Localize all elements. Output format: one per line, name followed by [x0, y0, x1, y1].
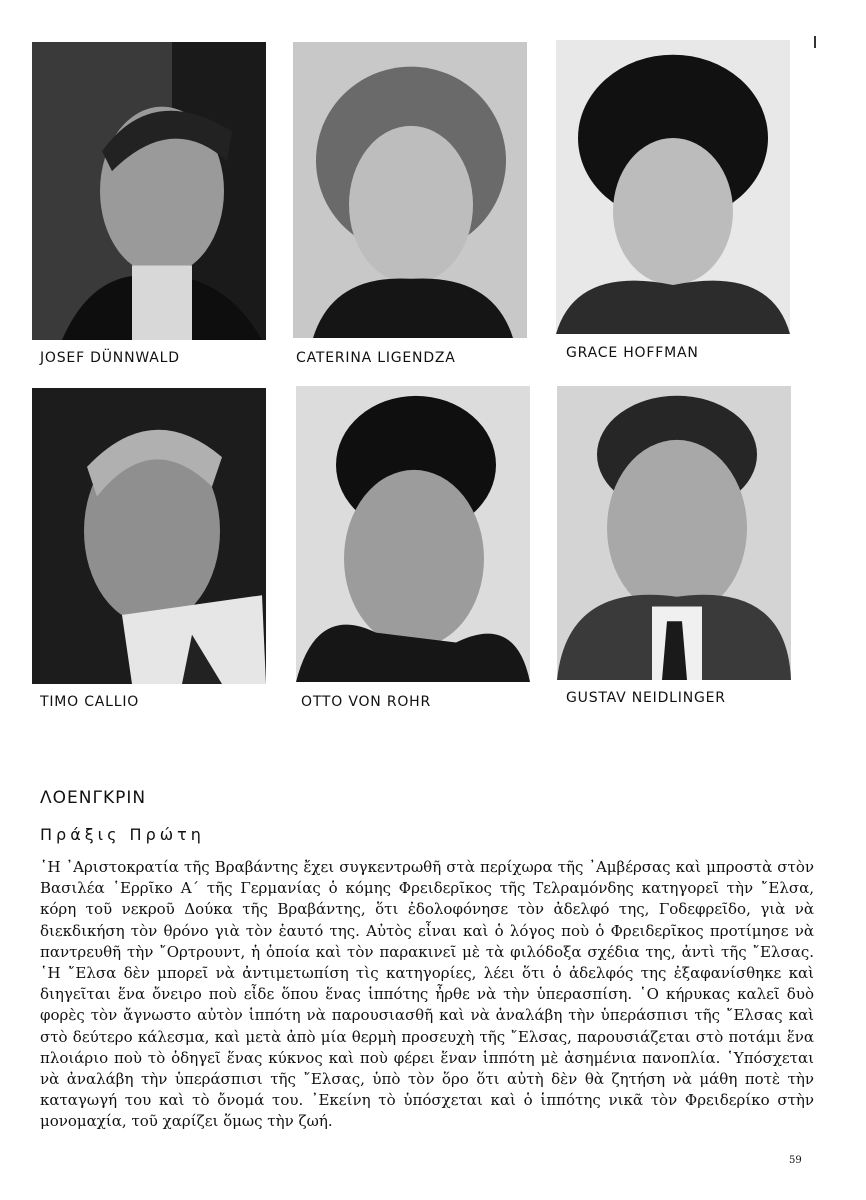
portrait-photo-icon — [556, 40, 790, 334]
portrait-photo-gustav-neidlinger — [557, 386, 791, 680]
portrait-photo-timo-callio — [32, 388, 266, 684]
act-title: Πράξις Πρώτη — [40, 825, 205, 844]
portrait-caption: TIMO CALLIO — [40, 694, 140, 710]
portrait-caption: JOSEF DÜNNWALD — [40, 350, 180, 366]
portrait-photo-otto-von-rohr — [296, 386, 530, 682]
opera-title: ΛΟΕΝΓΚΡΙΝ — [40, 788, 147, 808]
corner-mark — [814, 36, 816, 48]
portrait-photo-josef-dunnwald — [32, 42, 266, 340]
portrait-photo-icon — [296, 386, 530, 682]
portrait-photo-icon — [557, 386, 791, 680]
portrait-photo-icon — [293, 42, 527, 338]
portrait-photo-caterina-ligendza — [293, 42, 527, 338]
portrait-photo-grace-hoffman — [556, 40, 790, 334]
page-number: 59 — [789, 1155, 802, 1166]
portrait-caption: OTTO VON ROHR — [301, 694, 432, 710]
synopsis-paragraph: ῾Η ᾿Αριστοκρατία τῆς Βραβάντης ἔχει συγκεντρωθῆ στὰ περίχωρα τῆς ᾿Αμβέρσας καὶ μπροστὰ στὸν Βασιλέα ῾Ερρῖκο Α΄ τῆς Γερμανίας ὁ κόμης Φρειδερῖκος τῆς Τελραμόνδης κατηγορεῖ τὴν ῎Ελσα, κόρη τοῦ νεκροῦ Δούκα τῆς Βραβάντης, ὅτι ἐδολοφόνησε τὸν ἀδελφό της, Γοδεφρεῖδο, γιὰ νὰ διεκδικήση τὸν θρόνο γιὰ τὸν ἑαυτό της. Αὐτὸς εἶναι καὶ ὁ λόγος ποὺ ὁ Φρειδερῖκος προτίμησε νὰ παντρευθῆ τὴν ῎Ορτρουντ, ἡ ὁποία καὶ τὸν παρακινεῖ μὲ τὰ φιλόδοξα σχέδια της, ἀντὶ τῆς ῎Ελσας. ῾Η ῎Ελσα δὲν μπορεῖ νὰ ἀντιμετωπίση τὶς κατηγορίες, λέει ὅτι ὁ ἀδελφός της ἐξαφανίσθηκε καὶ διηγεῖται ἕνα ὄνειρο ποὺ εἶδε ὅπου ἕνας ἱππότης ἦρθε νὰ τὴν ὑπερασπίση. ῾Ο κήρυκας καλεῖ δυὸ φορὲς τὸν ἄγνωστο αὐτὸν ἱππότη νὰ παρουσιασθῆ καὶ νὰ ἀναλάβη τὴν ὑπεράσπισι τῆς ῎Ελσας καὶ στὸ δεύτερο κάλεσμα, καὶ μετὰ ἀπὸ μία θερμὴ προσευχὴ τῆς ῎Ελσας, παρουσιάζεται στὸ ποτάμι ἕνα πλοιάριο ποὺ τὸ ὁδηγεῖ ἕνας κύκνος καὶ ποὺ φέρει ἕναν ἱππότη μὲ ἀσημένια πανοπλία. ῾Υπόσχεται νὰ ἀναλάβη τὴν ὑπεράσπισι τῆς ῎Ελσας, ὑπὸ τὸν ὅρο ὅτι αὐτὴ δὲν θὰ ζητήση νὰ μάθη ποτὲ τὴν καταγωγή του καὶ τὸ ὄνομά του. ᾿Εκείνη τὸ ὑπόσχεται καὶ ὁ ἱππότης νικᾶ τὸν Φρειδερίκο στὴν μονομαχία, τοῦ χαρίζει ὅμως τὴν ζωή. — [40, 858, 814, 1131]
portrait-caption: GUSTAV NEIDLINGER — [566, 690, 726, 706]
portrait-photo-icon — [32, 388, 266, 684]
portrait-photo-icon — [32, 42, 266, 340]
portrait-caption: CATERINA LIGENDZA — [296, 350, 456, 366]
portrait-caption: GRACE HOFFMAN — [566, 345, 699, 361]
